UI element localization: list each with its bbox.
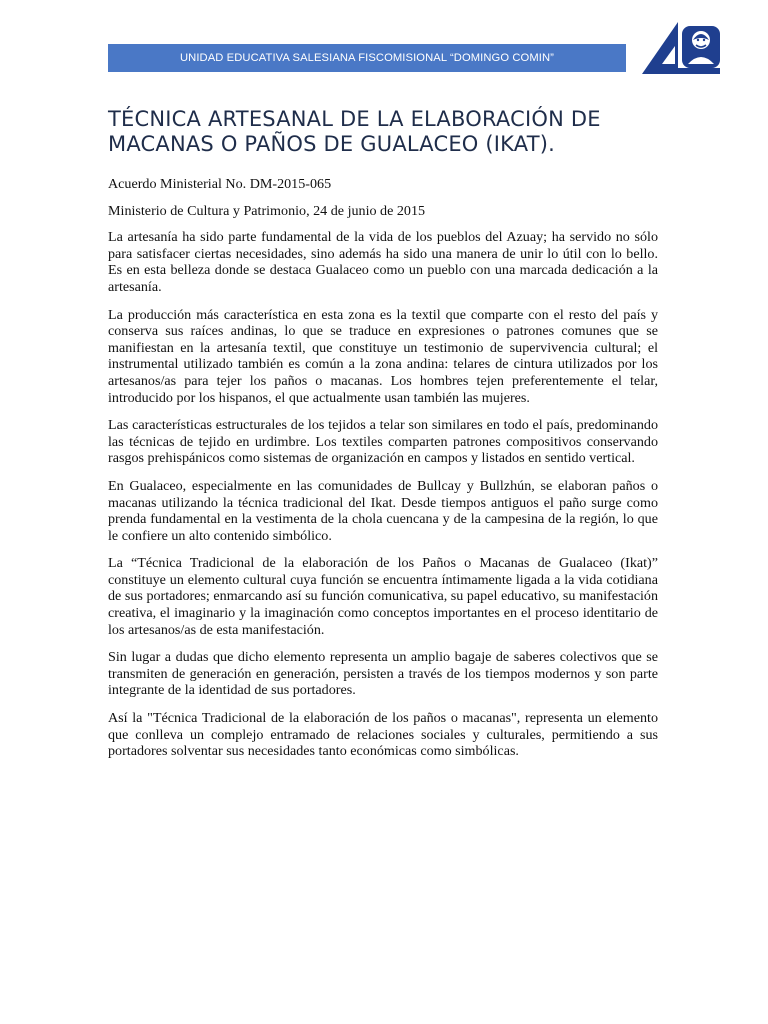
paragraph-artesania: La artesanía ha sido parte fundamental de la vida de los pueblos del Azuay; ha servido no sólo para satisfacer ciertas necesidades, sino además ha sido una manera de unir lo útil con lo bello. Es en esta belleza donde se destaca Gualaceo como un pueblo con una marcada dedicación a la artesanía.	[108, 229, 658, 295]
paragraph-tecnica-tradicional: La “Técnica Tradicional de la elaboración de los Paños o Macanas de Gualaceo (Ikat)” constituye un elemento cultural cuya función se encuentra íntimamente ligada a la vida cotidiana de sus portadores; enmarcando así su función comunicativa, su papel educativo, su manifestación creativa, el imaginario y la imaginación como conceptos importantes en el proceso identitario de los artesanos/as de esta manifestación.	[108, 555, 658, 638]
agreement-line: Acuerdo Ministerial No. DM-2015-065	[108, 176, 332, 192]
school-logo-icon	[638, 18, 724, 82]
paragraph-saberes: Sin lugar a dudas que dicho elemento representa un amplio bagaje de saberes colectivos que se transmiten de generación en generación, persisten a través de los tiempos modernos y son parte integrante de la identidad de sus portadores.	[108, 649, 658, 699]
paragraph-gualaceo: En Gualaceo, especialmente en las comunidades de Bullcay y Bullzhún, se elaboran paños o macanas utilizando la técnica tradicional del Ikat. Desde tiempos antiguos el paño surge como prenda fundamental en la vestimenta de la chola cuencana y de la campesina de la región, lo que le confiere un alto contenido simbólico.	[108, 477, 658, 544]
ministry-date-line: Ministerio de Cultura y Patrimonio, 24 de junio de 2015	[108, 202, 426, 219]
paragraph-caracteristicas: Las características estructurales de los tejidos a telar son similares en todo el país, predominando las técnicas de tejido en urdimbre. Los textiles comparten patrones compositivos conservando rasgos prehispánicos como sistemas de organización en campos y listados en sentido vertical.	[108, 417, 658, 467]
paragraph-produccion-textil: La producción más característica en esta zona es la textil que comparte con el resto del país y conserva sus raíces andinas, lo que se traduce en expresiones o patrones comunes que se manifiestan en la artesanía textil, que constituye un testimonio de supervivencia cultural; el instrumental utilizado también es común a la zona andina: telares de cintura utilizados por los artesanos/as para tejer los paños o macanas. Los hombres tejen preferentemente el telar, introducido por los hispanos, el que actualmente usan también las mujeres.	[108, 306, 658, 406]
paragraph-conclusion: Así la "Técnica Tradicional de la elaboración de los paños o macanas", representa un elemento que conlleva un complejo entramado de relaciones sociales y culturales, permitiendo a sus portadores solventar sus necesidades tanto económicas como simbólicas.	[108, 710, 658, 760]
document-body	[108, 176, 658, 771]
school-logo	[638, 18, 724, 82]
institution-name: UNIDAD EDUCATIVA SALESIANA FISCOMISIONAL “DOMINGO COMIN”	[179, 52, 554, 64]
institution-header-bar	[108, 44, 626, 72]
document-title: TÉCNICA ARTESANAL DE LA ELABORACIÓN DE MACANAS O PAÑOS DE GUALACEO (IKAT).	[108, 107, 601, 156]
